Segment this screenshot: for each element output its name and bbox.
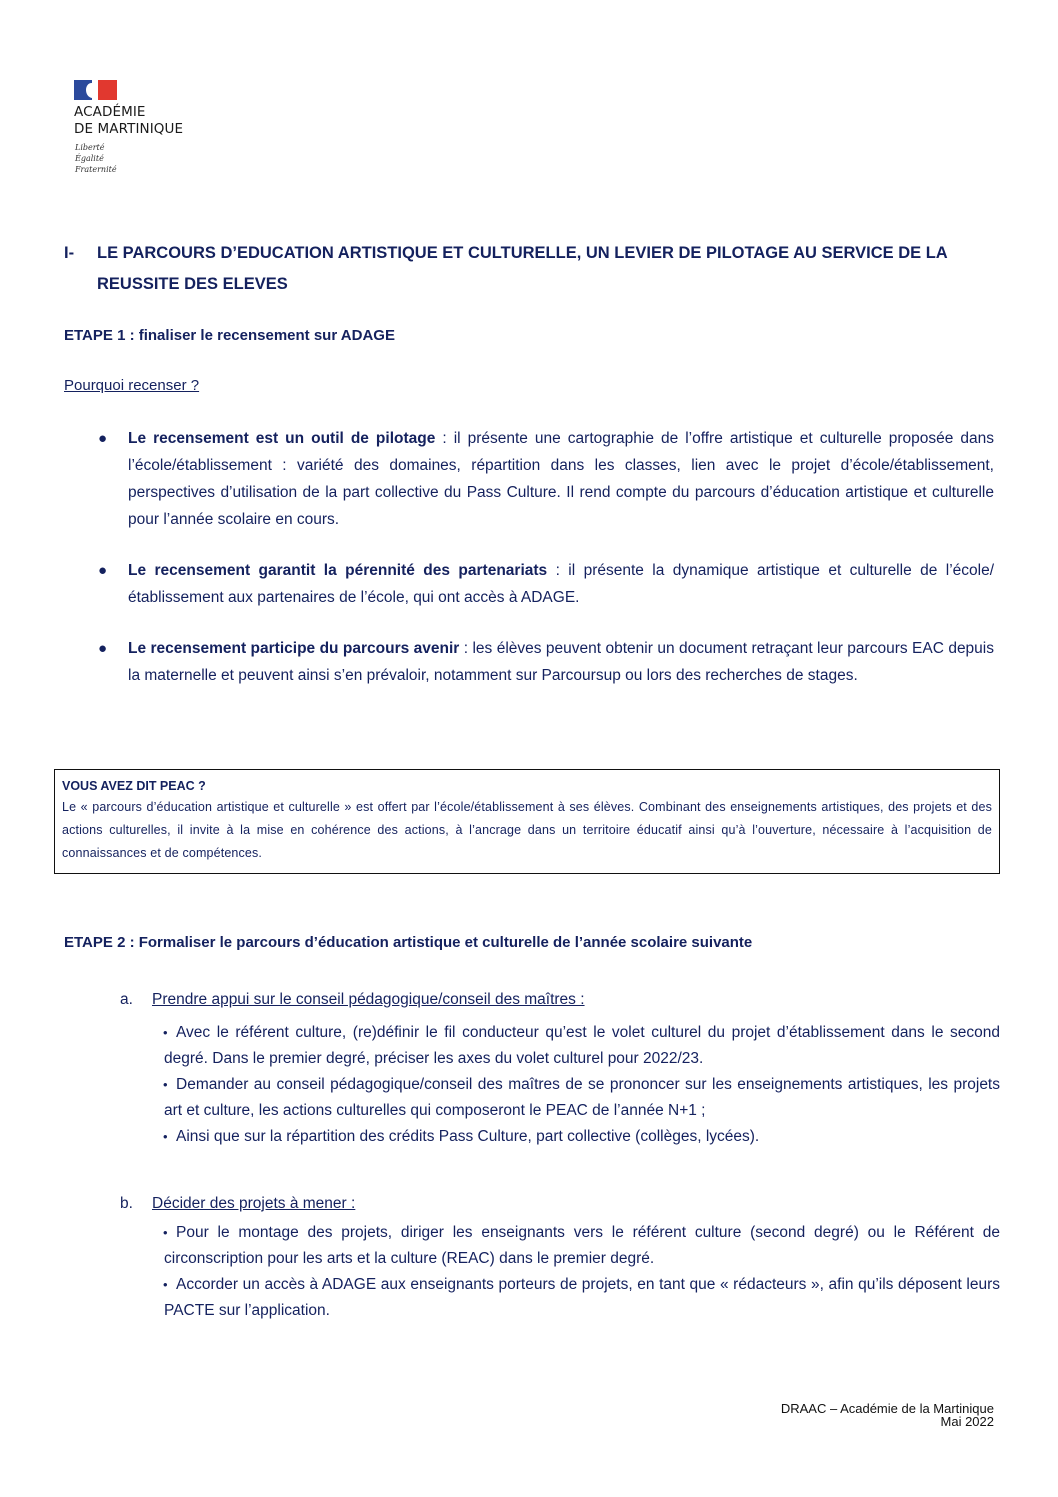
sub-item-text: Pour le montage des projets, diriger les enseignants vers le référent culture (second degré) ou le Référent de circonscription pour les arts et la culture (REAC) dans le premier degré. bbox=[164, 1224, 1000, 1267]
subsection-items bbox=[164, 1220, 1000, 1324]
section-number: I- bbox=[64, 244, 75, 262]
sub-item-text: Avec le référent culture, (re)définir le fil conducteur qu’est le volet culturel du projet d’établissement dans le second degré. Dans le premier degré, préciser les axes du volet culturel pour 2022/23. bbox=[164, 1024, 1000, 1067]
section-title-line2: REUSSITE DES ELEVES bbox=[97, 275, 288, 293]
subsection-items bbox=[164, 1020, 1000, 1150]
etape2-heading: ETAPE 2 : Formaliser le parcours d’éducation artistique et culturelle de l’année scolaire suivante bbox=[64, 934, 753, 951]
sub-list-item bbox=[164, 1020, 1000, 1072]
sub-list-item bbox=[164, 1272, 1000, 1324]
peac-box-body: Le « parcours d’éducation artistique et culturelle » est offert par l’école/établissement à ses élèves. Combinant des enseignements artistiques, des projets et des actions culturelles, il invite à la mise en cohérence des actions, à l’ancrage dans un territoire éducatif ainsi qu’à l’ouverture, nécessaire à l’acquisition de connaissances et de compétences. bbox=[62, 800, 992, 860]
bullet-dot-icon: • bbox=[163, 1077, 168, 1092]
subsection-heading bbox=[120, 1192, 1000, 1216]
bullet-dot-icon: • bbox=[163, 1129, 168, 1144]
motto-fraternite: Fraternité bbox=[75, 165, 117, 174]
page-footer bbox=[781, 1402, 994, 1428]
bullet-item bbox=[64, 635, 994, 689]
sub-item-text: Ainsi que sur la répartition des crédits Pass Culture, part collective (collèges, lycées). bbox=[176, 1128, 760, 1145]
logo-motto bbox=[75, 142, 117, 175]
etape2-subsection-a bbox=[120, 988, 1000, 1150]
logo-name bbox=[74, 104, 183, 138]
french-flag-icon bbox=[74, 80, 117, 100]
sub-item-text: Demander au conseil pédagogique/conseil des maîtres de se prononcer sur les enseignements artistiques, les projets art et culture, les actions culturelles qui composeront le PEAC de l’année N+1 ; bbox=[164, 1076, 1000, 1119]
sub-item-text: Accorder un accès à ADAGE aux enseignants porteurs de projets, en tant que « rédacteurs », afin qu’ils déposent leurs PACTE sur l’application. bbox=[164, 1276, 1000, 1319]
sub-list-item bbox=[164, 1072, 1000, 1124]
etape2-subsection-b bbox=[120, 1192, 1000, 1324]
etape1-bullet-list bbox=[64, 425, 994, 713]
academie-logo bbox=[64, 70, 204, 190]
section-title bbox=[64, 238, 1004, 300]
peac-info-box bbox=[54, 769, 1000, 874]
subsection-letter: a. bbox=[120, 991, 133, 1008]
bullet-item bbox=[64, 425, 994, 533]
section-title-line1: LE PARCOURS D’EDUCATION ARTISTIQUE ET CULTURELLE, UN LEVIER DE PILOTAGE AU SERVICE DE LA bbox=[97, 244, 948, 262]
motto-liberte: Liberté bbox=[75, 143, 105, 152]
bullet-dot-icon: ● bbox=[98, 640, 108, 657]
bullet-dot-icon: ● bbox=[98, 430, 108, 447]
bullet-dot-icon: • bbox=[163, 1025, 168, 1040]
bullet-item bbox=[64, 557, 994, 611]
subsection-letter: b. bbox=[120, 1195, 133, 1212]
subsection-label: Prendre appui sur le conseil pédagogique/conseil des maîtres : bbox=[152, 991, 585, 1008]
etape1-subheading: Pourquoi recenser ? bbox=[64, 377, 200, 394]
sub-list-item bbox=[164, 1220, 1000, 1272]
subsection-heading bbox=[120, 988, 1000, 1012]
motto-egalite: Égalité bbox=[75, 154, 104, 163]
peac-box-title: VOUS AVEZ DIT PEAC ? bbox=[62, 779, 206, 793]
bullet-text: : il présente la dynamique artistique et culturelle de l’école/établissement aux partenaires de l’école, qui ont accès à ADAGE. bbox=[128, 562, 994, 606]
bullet-dot-icon: • bbox=[163, 1225, 168, 1240]
logo-name-line1: ACADÉMIE bbox=[74, 104, 146, 120]
sub-list-item bbox=[164, 1124, 1000, 1150]
bullet-bold-lead: Le recensement participe du parcours avenir bbox=[128, 640, 460, 657]
logo-name-line2: DE MARTINIQUE bbox=[74, 121, 184, 137]
bullet-bold-lead: Le recensement garantit la pérennité des partenariats bbox=[128, 562, 548, 579]
subsection-label: Décider des projets à mener : bbox=[152, 1195, 356, 1212]
footer-organization: DRAAC – Académie de la Martinique bbox=[780, 1401, 994, 1416]
bullet-dot-icon: ● bbox=[98, 562, 108, 579]
bullet-dot-icon: • bbox=[163, 1277, 168, 1292]
footer-date: Mai 2022 bbox=[940, 1414, 994, 1429]
bullet-bold-lead: Le recensement est un outil de pilotage bbox=[128, 430, 436, 447]
bullet-text: : les élèves peuvent obtenir un document retraçant leur parcours EAC depuis la maternelle et peuvent ainsi s’en prévaloir, notamment sur Parcoursup ou lors des recherches de stages. bbox=[128, 640, 994, 684]
bullet-text: : il présente une cartographie de l’offre artistique et culturelle proposée dans l’école/établissement : variété des domaines, répartition dans les classes, lien avec le projet d’école/établissement, perspectives d’utilisation de la part collective du Pass Culture. Il rend compte du parcours d’éducation artistique et culturelle pour l’année scolaire en cours. bbox=[128, 430, 994, 528]
etape1-heading: ETAPE 1 : finaliser le recensement sur ADAGE bbox=[64, 327, 395, 344]
